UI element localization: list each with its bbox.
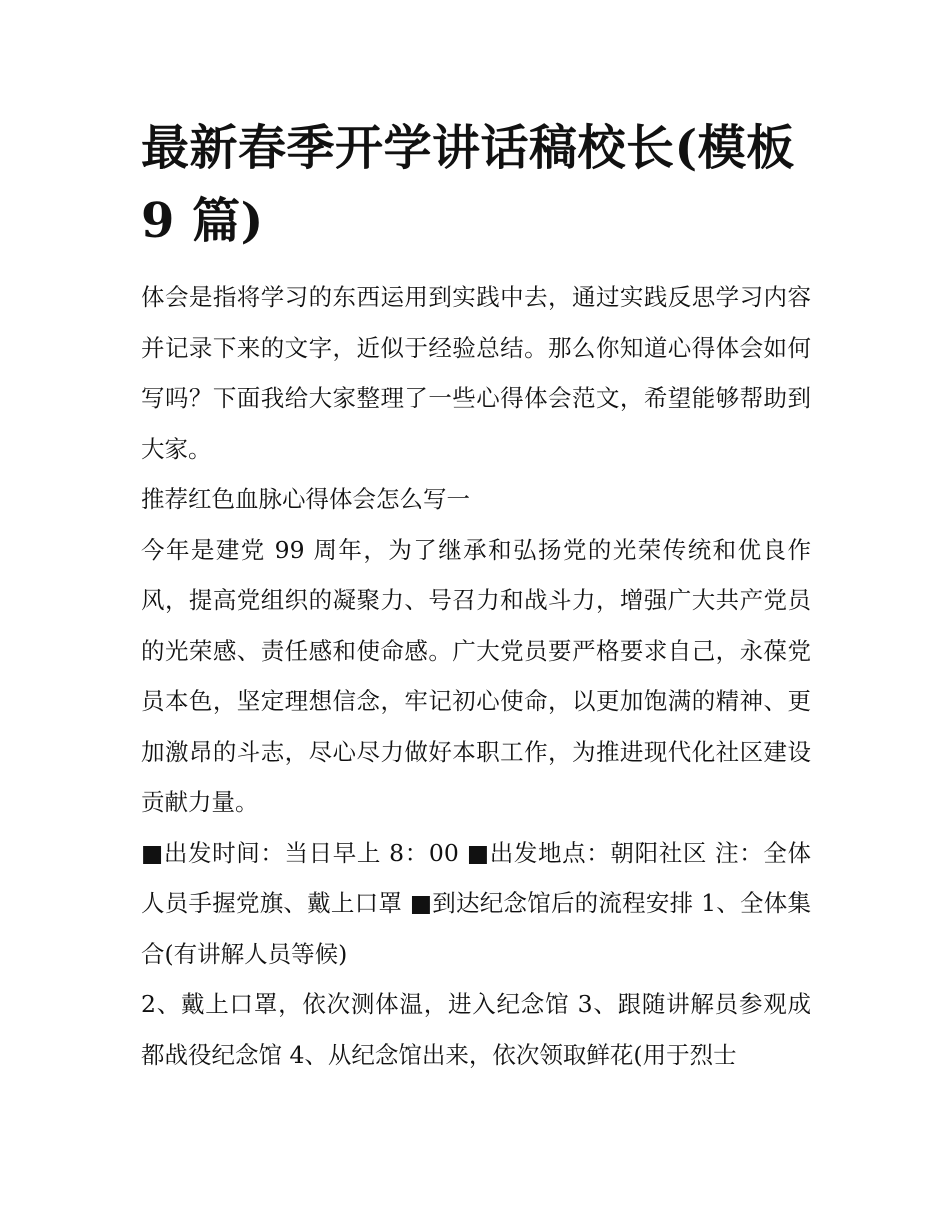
paragraph-schedule: ■出发时间：当日早上 8：00 ■出发地点：朝阳社区 注：全体人员手握党旗、戴上口罩 ■到达纪念馆后的流程安排 1、全体集合(有讲解人员等候) bbox=[141, 838, 811, 968]
paragraph-procedure: 2、戴上口罩，依次测体温，进入纪念馆 3、跟随讲解员参观成都战役纪念馆 4、从纪念馆出来，依次领取鲜花(用于烈士 bbox=[141, 990, 811, 1069]
document-title: 最新春季开学讲话稿校长(模板 9 篇) bbox=[141, 120, 795, 249]
paragraph-section-heading: 推荐红色血脉心得体会怎么写一 bbox=[141, 485, 470, 513]
document-body bbox=[141, 112, 811, 1080]
paragraph-party-anniversary: 今年是建党 99 周年，为了继承和弘扬党的光荣传统和优良作风，提高党组织的凝聚力、号召力和战斗力，增强广大共产党员的光荣感、责任感和使命感。广大党员要严格要求自己，永葆党员本色，坚定理想信念，牢记初心使命，以更加饱满的精神、更加激昂的斗志，尽心尽力做好本职工作，为推进现代化社区建设贡献力量。 bbox=[141, 535, 811, 816]
paragraph-intro: 体会是指将学习的东西运用到实践中去，通过实践反思学习内容并记录下来的文字，近似于经验总结。那么你知道心得体会如何写吗？下面我给大家整理了一些心得体会范文，希望能够帮助到大家。 bbox=[141, 283, 811, 463]
